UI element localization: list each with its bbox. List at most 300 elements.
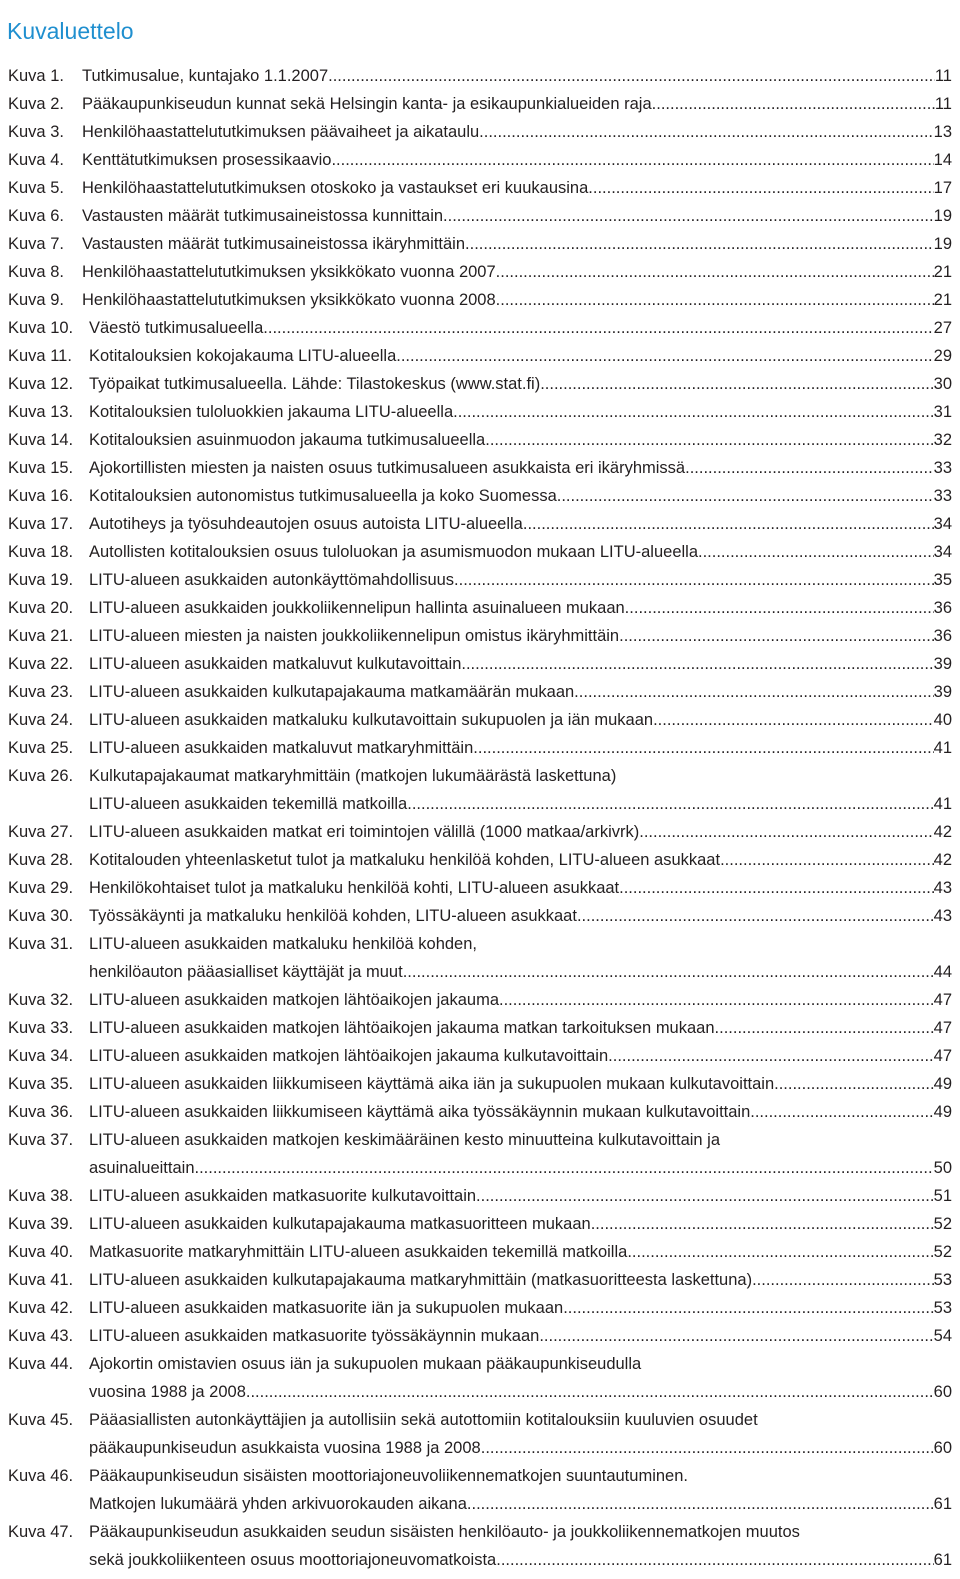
dot-leader (470, 230, 934, 258)
caption-line: asuinalueittain. (89, 1159, 200, 1177)
page-number: 47 (933, 1047, 952, 1065)
dot-leader (501, 1546, 934, 1574)
figure-caption (89, 538, 952, 566)
caption-line: Henkilöhaastattelututkimuksen yksikkökato vuonna 2008. (82, 291, 501, 309)
figure-number: Kuva 32. (8, 991, 74, 1009)
caption-last-line (82, 258, 952, 286)
caption-last-line (82, 118, 952, 146)
page-number: 32 (933, 431, 952, 449)
figure-number: Kuva 35. (8, 1075, 74, 1093)
list-item[interactable] (8, 146, 952, 174)
caption-line: pääkaupunkiseudun asukkaista vuosina 1988 ja 2008. (89, 1439, 486, 1457)
figure-caption (89, 398, 952, 426)
dot-leader (579, 678, 934, 706)
caption-last-line (89, 1294, 952, 1322)
page-number: 39 (933, 683, 952, 701)
page-number: 61 (933, 1495, 952, 1513)
page-title: Kuvaluettelo (7, 18, 134, 45)
figure-number: Kuva 33. (8, 1019, 74, 1037)
list-item[interactable] (8, 62, 952, 90)
figure-caption (82, 202, 952, 230)
list-item[interactable] (8, 734, 952, 762)
list-item[interactable] (8, 482, 952, 510)
dot-leader (658, 706, 934, 734)
list-item[interactable] (8, 1350, 952, 1406)
caption-last-line (89, 1098, 952, 1126)
figure-number: Kuva 34. (8, 1047, 74, 1065)
dot-leader (725, 846, 934, 874)
figure-caption (82, 62, 952, 90)
figure-number: Kuva 25. (8, 739, 74, 757)
figure-number: Kuva 45. (8, 1411, 74, 1429)
page-number: 17 (933, 179, 952, 197)
list-item[interactable] (8, 986, 952, 1014)
page-number: 47 (933, 991, 952, 1009)
caption-line: LITU-alueen asukkaiden matkaluku kulkutavoittain sukupuolen ja iän mukaan. (89, 711, 658, 729)
figure-caption (89, 762, 952, 818)
caption-line: LITU-alueen asukkaiden matkaluvut matkaryhmittäin. (89, 739, 478, 757)
caption-line: Pääkaupunkiseudun kunnat sekä Helsingin kanta- ja esikaupunkialueiden raja. (82, 95, 657, 113)
figure-number: Kuva 30. (8, 907, 74, 925)
caption-line: LITU-alueen asukkaiden tekemillä matkoilla. (89, 795, 412, 813)
caption-last-line (89, 902, 952, 930)
caption-last-line (89, 622, 952, 650)
figure-caption (89, 1462, 952, 1518)
caption-line: Henkilöhaastattelututkimuksen otoskoko ja vastaukset eri kuukausina. (82, 179, 593, 197)
caption-line: LITU-alueen asukkaiden liikkumiseen käyttämä aika iän ja sukupuolen mukaan kulkutavoittain. (89, 1075, 779, 1093)
list-item[interactable] (8, 174, 952, 202)
figure-caption (89, 902, 952, 930)
figure-number: Kuva 14. (8, 431, 74, 449)
caption-line: Työpaikat tutkimusalueella. Lähde: Tilastokeskus (www.stat.fi) (89, 375, 541, 393)
caption-line: LITU-alueen asukkaiden matkasuorite kulkutavoittain. (89, 1187, 481, 1205)
dot-leader (268, 314, 934, 342)
figure-number: Kuva 24. (8, 711, 74, 729)
dot-leader (490, 426, 934, 454)
figure-number: Kuva 7. (8, 235, 64, 253)
caption-line: sekä joukkoliikenteen osuus moottoriajoneuvomatkoista. (89, 1551, 501, 1569)
list-item[interactable] (8, 678, 952, 706)
dot-leader (471, 1490, 933, 1518)
figure-caption (89, 594, 952, 622)
list-item[interactable] (8, 1042, 952, 1070)
page-number: 29 (933, 347, 952, 365)
list-item[interactable] (8, 622, 952, 650)
caption-last-line (89, 594, 952, 622)
caption-last-line (89, 1070, 952, 1098)
figure-number: Kuva 13. (8, 403, 74, 421)
dot-leader (540, 370, 933, 398)
caption-line: Pääkaupunkiseudun sisäisten moottoriajoneuvoliikennematkojen suuntautuminen. (89, 1467, 688, 1485)
caption-last-line (89, 1210, 952, 1238)
figure-number: Kuva 1. (8, 67, 64, 85)
caption-line: Kenttätutkimuksen prosessikaavio. (82, 151, 337, 169)
caption-last-line (82, 286, 952, 314)
caption-last-line (89, 734, 952, 762)
page-number: 35 (933, 571, 952, 589)
figure-number: Kuva 2. (8, 95, 64, 113)
dot-leader (484, 118, 934, 146)
caption-last-line (89, 538, 952, 566)
page-number: 43 (933, 879, 952, 897)
figure-number: Kuva 6. (8, 207, 64, 225)
page-number: 14 (933, 151, 952, 169)
dot-leader (656, 90, 935, 118)
caption-last-line (89, 1238, 952, 1266)
dot-leader (624, 874, 934, 902)
list-item[interactable] (8, 1238, 952, 1266)
figure-caption (89, 1322, 952, 1350)
figure-caption (89, 1014, 952, 1042)
figure-number: Kuva 43. (8, 1327, 74, 1345)
list-item[interactable] (8, 1098, 952, 1126)
caption-line: Kotitalouksien kokojakauma LITU-alueella. (89, 347, 401, 365)
list-item[interactable] (8, 426, 952, 454)
caption-line: Väestö tutkimusalueella. (89, 319, 268, 337)
caption-line: vuosina 1988 ja 2008. (89, 1383, 251, 1401)
page-number: 40 (933, 711, 952, 729)
caption-line: LITU-alueen asukkaiden liikkumiseen käyttämä aika työssäkäynnin mukaan kulkutavoittain. (89, 1103, 755, 1121)
figure-number: Kuva 28. (8, 851, 74, 869)
figure-number: Kuva 41. (8, 1271, 74, 1289)
figure-number: Kuva 44. (8, 1355, 74, 1373)
figure-caption (89, 370, 952, 398)
caption-line: Matkasuorite matkaryhmittäin LITU-alueen asukkaiden tekemillä matkoilla. (89, 1243, 632, 1261)
page-number: 60 (933, 1439, 952, 1457)
figure-caption (89, 566, 952, 594)
dot-leader (629, 594, 933, 622)
caption-line: Kotitalouksien asuinmuodon jakauma tutkimusalueella. (89, 431, 490, 449)
page-number: 27 (933, 319, 952, 337)
figure-number: Kuva 3. (8, 123, 64, 141)
page-number: 36 (933, 627, 952, 645)
caption-last-line (82, 62, 952, 90)
list-item[interactable] (8, 1266, 952, 1294)
caption-line: Kotitalouden yhteenlasketut tulot ja matkaluku henkilöä kohden, LITU-alueen asukkaat. (89, 851, 725, 869)
caption-last-line (89, 1042, 952, 1070)
list-item[interactable] (8, 566, 952, 594)
caption-line: Kulkutapajakaumat matkaryhmittäin (matkojen lukumäärästä laskettuna) (89, 767, 617, 785)
caption-line: Matkojen lukumäärä yhden arkivuorokauden aikana. (89, 1495, 472, 1513)
figure-number: Kuva 11. (8, 347, 72, 365)
caption-line: Pääkaupunkiseudun asukkaiden seudun sisäisten henkilöauto- ja joukkoliikennematkojen muutos (89, 1523, 800, 1541)
page-number: 33 (933, 487, 952, 505)
caption-last-line (89, 510, 952, 538)
dot-leader (504, 986, 934, 1014)
page-number: 31 (933, 403, 952, 421)
page-number: 36 (933, 599, 952, 617)
figure-number: Kuva 5. (8, 179, 64, 197)
caption-line: Autollisten kotitalouksien osuus tuloluokan ja asumismuodon mukaan LITU-alueella. (89, 543, 703, 561)
page-number: 13 (933, 123, 952, 141)
dot-leader (568, 1294, 934, 1322)
page-number: 52 (933, 1243, 952, 1261)
caption-last-line (89, 1546, 952, 1574)
caption-last-line (89, 1154, 952, 1182)
list-item[interactable] (8, 1406, 952, 1462)
list-item[interactable] (8, 902, 952, 930)
figure-caption (89, 846, 952, 874)
page-number: 51 (933, 1187, 952, 1205)
figure-number: Kuva 27. (8, 823, 74, 841)
list-item[interactable] (8, 370, 952, 398)
page-number: 39 (933, 655, 952, 673)
caption-line: LITU-alueen asukkaiden kulkutapajakauma matkaryhmittäin (matkasuoritteesta laskettuna). (89, 1271, 757, 1289)
dot-leader (485, 1434, 933, 1462)
figure-number: Kuva 23. (8, 683, 74, 701)
list-item[interactable] (8, 594, 952, 622)
dot-leader (544, 1322, 934, 1350)
figure-number: Kuva 9. (8, 291, 64, 309)
list-item[interactable] (8, 1210, 952, 1238)
figure-caption (89, 426, 952, 454)
caption-last-line (89, 1378, 952, 1406)
dot-leader (458, 398, 934, 426)
dot-leader (250, 1378, 933, 1406)
caption-line: Kotitalouksien tuloluokkien jakauma LITU-alueella. (89, 403, 458, 421)
dot-leader (613, 1042, 934, 1070)
figure-number: Kuva 39. (8, 1215, 74, 1233)
page-number: 50 (933, 1159, 952, 1177)
caption-line: LITU-alueen asukkaiden matkat eri toimintojen välillä (1000 matkaa/arkivrk). (89, 823, 644, 841)
dot-leader (779, 1070, 934, 1098)
list-item[interactable] (8, 538, 952, 566)
figure-caption (89, 1238, 952, 1266)
page-number: 47 (933, 1019, 952, 1037)
caption-line: LITU-alueen asukkaiden matkasuorite iän ja sukupuolen mukaan. (89, 1299, 568, 1317)
caption-last-line (82, 90, 952, 118)
page-number: 33 (933, 459, 952, 477)
figure-number: Kuva 37. (8, 1131, 74, 1149)
list-item[interactable] (8, 90, 952, 118)
list-of-figures (8, 62, 952, 1574)
list-item[interactable] (8, 1294, 952, 1322)
dot-leader (757, 1266, 934, 1294)
list-item[interactable] (8, 762, 952, 818)
caption-line: Ajokortin omistavien osuus iän ja sukupuolen mukaan pääkaupunkiseudulla (89, 1355, 642, 1373)
page-number: 41 (933, 739, 952, 757)
figure-caption (89, 1182, 952, 1210)
figure-number: Kuva 29. (8, 879, 74, 897)
list-item[interactable] (8, 314, 952, 342)
figure-caption (82, 118, 952, 146)
page-number: 34 (933, 515, 952, 533)
caption-last-line (82, 174, 952, 202)
list-item[interactable] (8, 1182, 952, 1210)
page-number: 49 (933, 1075, 952, 1093)
page-number: 43 (933, 907, 952, 925)
caption-last-line (89, 706, 952, 734)
dot-leader (644, 818, 934, 846)
dot-leader (336, 146, 934, 174)
figure-caption (89, 1070, 952, 1098)
page-number: 53 (933, 1299, 952, 1317)
figure-number: Kuva 47. (8, 1523, 74, 1541)
dot-leader (690, 454, 934, 482)
figure-caption (89, 734, 952, 762)
figure-number: Kuva 15. (8, 459, 74, 477)
page-number: 42 (933, 823, 952, 841)
figure-caption (82, 230, 952, 258)
list-item[interactable] (8, 454, 952, 482)
dot-leader (527, 510, 933, 538)
figure-number: Kuva 18. (8, 543, 74, 561)
page-number: 61 (933, 1551, 952, 1569)
list-item[interactable] (8, 650, 952, 678)
figure-caption (89, 1210, 952, 1238)
caption-line: Henkilöhaastattelututkimuksen yksikkökato vuonna 2007. (82, 263, 501, 281)
figure-number: Kuva 26. (8, 767, 74, 785)
caption-line: Henkilöhaastattelututkimuksen päävaiheet ja aikataulu. (82, 123, 484, 141)
caption-line: LITU-alueen asukkaiden joukkoliikennelipun hallinta asuinalueen mukaan. (89, 599, 630, 617)
figure-caption (82, 146, 952, 174)
caption-last-line (89, 1434, 952, 1462)
caption-last-line (89, 454, 952, 482)
list-item[interactable] (8, 258, 952, 286)
page-number: 19 (933, 235, 952, 253)
figure-caption (89, 1294, 952, 1322)
caption-last-line (89, 482, 952, 510)
list-item[interactable] (8, 1322, 952, 1350)
figure-caption (89, 986, 952, 1014)
page-number: 42 (933, 851, 952, 869)
caption-last-line (89, 790, 952, 818)
list-item[interactable] (8, 1014, 952, 1042)
caption-last-line (89, 370, 952, 398)
list-item[interactable] (8, 118, 952, 146)
dot-leader (478, 734, 934, 762)
figure-caption (89, 510, 952, 538)
figure-caption (89, 1266, 952, 1294)
list-item[interactable] (8, 342, 952, 370)
figure-caption (89, 706, 952, 734)
figure-caption (82, 258, 952, 286)
figure-number: Kuva 17. (8, 515, 74, 533)
list-item[interactable] (8, 230, 952, 258)
figure-caption (89, 874, 952, 902)
dot-leader (412, 790, 934, 818)
list-item[interactable] (8, 202, 952, 230)
dot-leader (481, 1182, 934, 1210)
caption-last-line (89, 1490, 952, 1518)
caption-line: LITU-alueen asukkaiden matkojen keskimääräinen kesto minuutteina kulkutavoittain ja (89, 1131, 721, 1149)
figure-caption (89, 454, 952, 482)
page-number: 54 (933, 1327, 952, 1345)
page-number: 30 (933, 375, 952, 393)
figure-caption (89, 1406, 952, 1462)
caption-line: Vastausten määrät tutkimusaineistossa kunnittain. (82, 207, 448, 225)
caption-last-line (82, 146, 952, 174)
caption-line: LITU-alueen asukkaiden matkojen lähtöaikojen jakauma kulkutavoittain. (89, 1047, 613, 1065)
caption-last-line (89, 1014, 952, 1042)
page-number: 11 (934, 67, 952, 85)
figure-caption (89, 1518, 952, 1574)
list-item[interactable] (8, 846, 952, 874)
dot-leader (333, 62, 935, 90)
figure-caption (89, 650, 952, 678)
dot-leader (582, 902, 934, 930)
page-number: 21 (933, 291, 952, 309)
figure-number: Kuva 10. (8, 319, 74, 337)
dot-leader (755, 1098, 934, 1126)
figure-caption (89, 482, 952, 510)
figure-caption (82, 90, 952, 118)
caption-last-line (89, 398, 952, 426)
figure-caption (89, 1042, 952, 1070)
dot-leader (561, 482, 933, 510)
dot-leader (624, 622, 934, 650)
caption-line: LITU-alueen miesten ja naisten joukkoliikennelipun omistus ikäryhmittäin. (89, 627, 624, 645)
list-item[interactable] (8, 398, 952, 426)
list-item[interactable] (8, 286, 952, 314)
dot-leader (703, 538, 934, 566)
list-item[interactable] (8, 874, 952, 902)
caption-line: LITU-alueen asukkaiden matkojen lähtöaikojen jakauma. (89, 991, 504, 1009)
caption-last-line (89, 986, 952, 1014)
caption-line: LITU-alueen asukkaiden matkaluku henkilöä kohden, (89, 935, 477, 953)
list-item[interactable] (8, 1518, 952, 1574)
figure-caption (89, 818, 952, 846)
list-item[interactable] (8, 930, 952, 986)
list-item[interactable] (8, 510, 952, 538)
page-number: 52 (933, 1215, 952, 1233)
caption-line: Kotitalouksien autonomistus tutkimusalueella ja koko Suomessa. (89, 487, 562, 505)
dot-leader (595, 1210, 933, 1238)
list-item[interactable] (8, 1126, 952, 1182)
caption-last-line (89, 874, 952, 902)
figure-number: Kuva 31. (8, 935, 74, 953)
figure-caption (89, 1126, 952, 1182)
dot-leader (407, 958, 933, 986)
caption-last-line (89, 1322, 952, 1350)
caption-last-line (89, 818, 952, 846)
caption-last-line (89, 1182, 952, 1210)
caption-last-line (82, 230, 952, 258)
figure-caption (89, 342, 952, 370)
caption-line: Ajokortillisten miesten ja naisten osuus tutkimusalueen asukkaista eri ikäryhmissä. (89, 459, 690, 477)
caption-last-line (89, 650, 952, 678)
caption-last-line (89, 314, 952, 342)
caption-last-line (82, 202, 952, 230)
caption-line: henkilöauton pääasialliset käyttäjät ja muut. (89, 963, 408, 981)
caption-line: LITU-alueen asukkaiden matkasuorite työssäkäynnin mukaan. (89, 1327, 544, 1345)
page-number: 44 (933, 963, 952, 981)
page-number: 19 (933, 207, 952, 225)
dot-leader (719, 1014, 934, 1042)
list-item[interactable] (8, 818, 952, 846)
list-item[interactable] (8, 1462, 952, 1518)
dot-leader (500, 286, 933, 314)
list-item[interactable] (8, 706, 952, 734)
caption-line: Autotiheys ja työsuhdeautojen osuus autoista LITU-alueella. (89, 515, 528, 533)
page-number: 41 (933, 795, 952, 813)
dot-leader (448, 202, 934, 230)
figure-caption (89, 930, 952, 986)
figure-number: Kuva 38. (8, 1187, 74, 1205)
caption-line: Pääasiallisten autonkäyttäjien ja autollisiin sekä autottomiin kotitalouksiin kuuluvien osuudet (89, 1411, 758, 1429)
figure-caption (82, 174, 952, 202)
dot-leader (593, 174, 934, 202)
list-item[interactable] (8, 1070, 952, 1098)
caption-last-line (89, 678, 952, 706)
dot-leader (401, 342, 934, 370)
figure-caption (89, 622, 952, 650)
figure-caption (89, 1098, 952, 1126)
page-number: 34 (933, 543, 952, 561)
figure-number: Kuva 19. (8, 571, 74, 589)
figure-number: Kuva 22. (8, 655, 74, 673)
caption-line: LITU-alueen asukkaiden autonkäyttömahdollisuus. (89, 571, 459, 589)
